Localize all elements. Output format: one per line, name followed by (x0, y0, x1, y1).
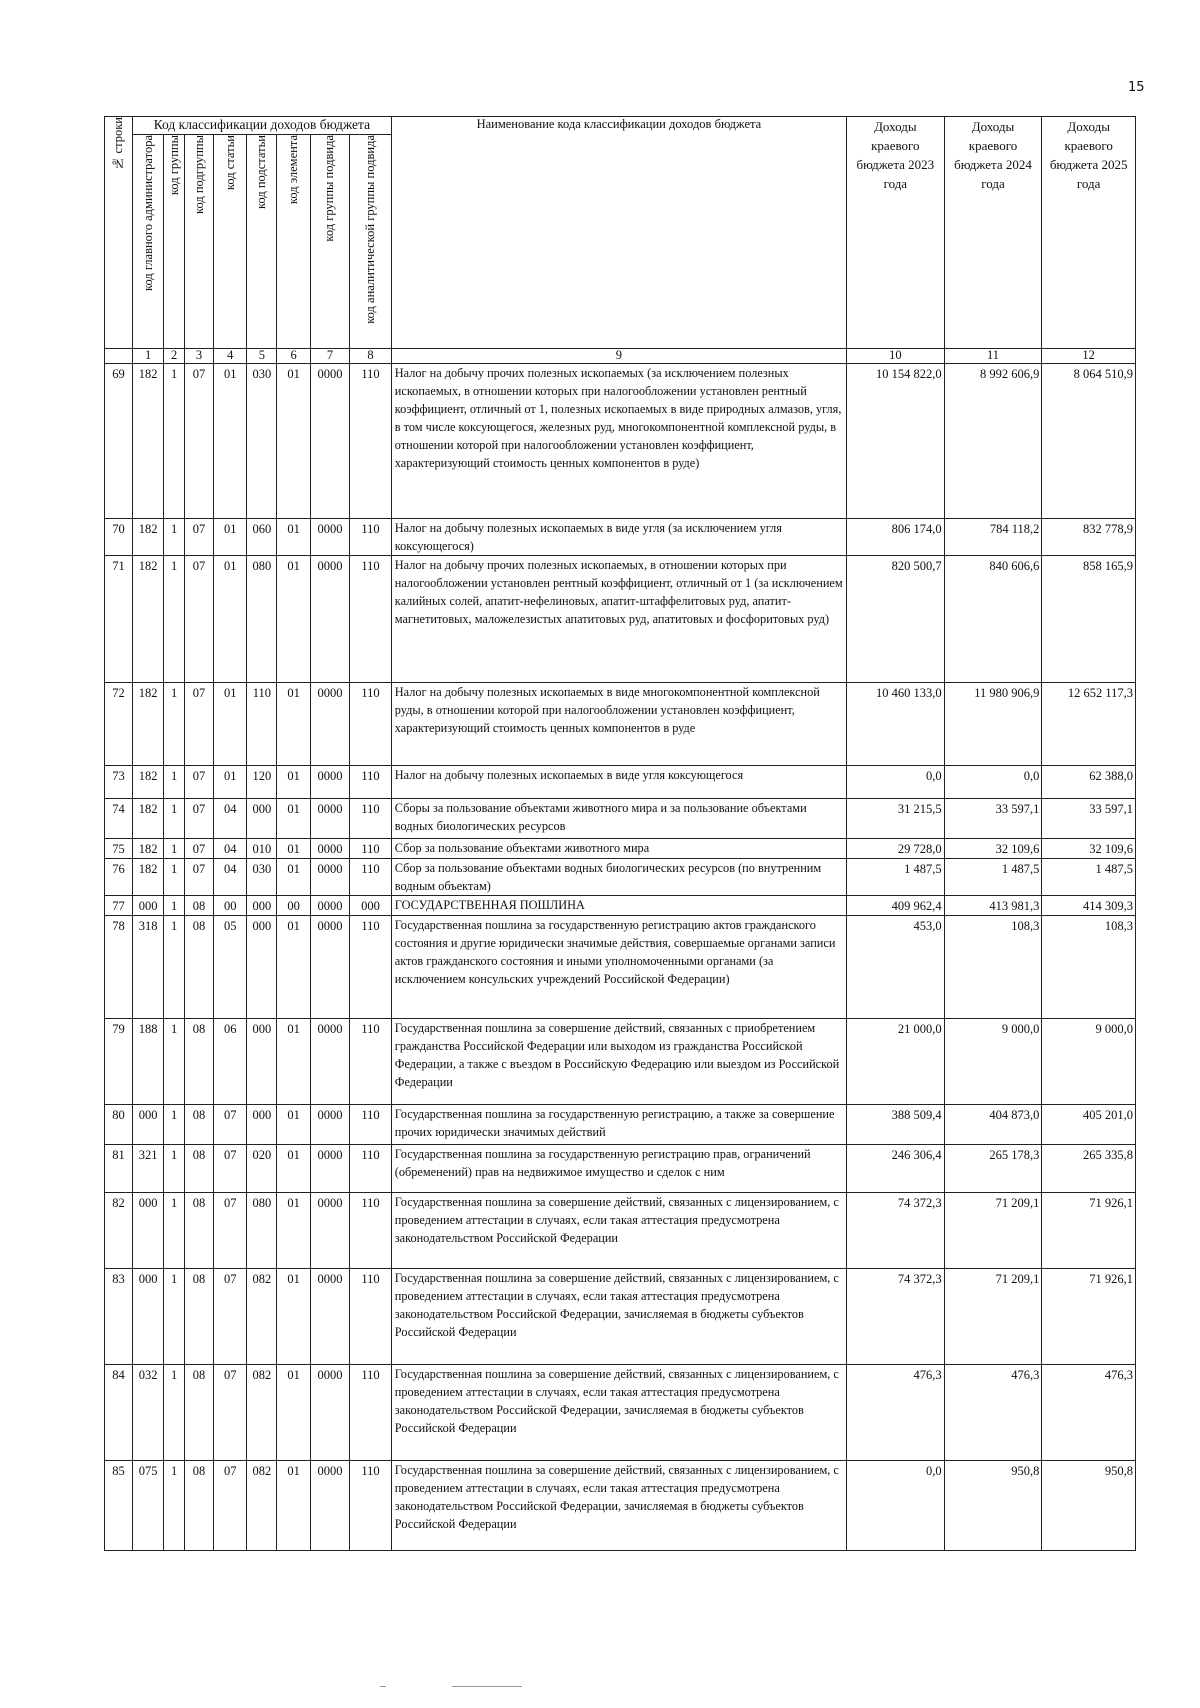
income-2023-cell: 388 509,4 (846, 1105, 944, 1145)
row-number-cell: 78 (105, 916, 133, 1019)
table-row (105, 1019, 1136, 1105)
article-code-cell: 04 (214, 799, 247, 839)
subarticle-code-cell: 120 (247, 766, 277, 799)
analytic-group-code-cell: 110 (350, 859, 392, 896)
admin-code-cell: 000 (133, 1193, 164, 1269)
row-number-cell: 82 (105, 1193, 133, 1269)
name-header: Наименование кода классификации доходов бюджета (391, 117, 846, 349)
element-code-cell: 01 (277, 1461, 310, 1551)
revenue-name-cell: Сборы за пользование объектами животного мира и за пользование объектами водных биологических ресурсов (391, 799, 846, 839)
income-2025-cell: 1 487,5 (1042, 859, 1136, 896)
article-code-cell: 07 (214, 1145, 247, 1193)
subarticle-code-cell: 082 (247, 1269, 277, 1365)
subtype-group-code-cell: 0000 (310, 683, 349, 766)
element-code-cell: 01 (277, 364, 310, 519)
revenue-name-cell: Налог на добычу прочих полезных ископаемых (за исключением полезных ископаемых, в отношении которых при налогообложении установлен рентный коэффициент, отличный от 1, полезных ископаемых в виде природных алмазов, угля, в том числе коксующегося, железных руд, многокомпонентной комплексной руды, в отношении которой при налогообложении установлен коэффициент, характеризующий стоимость ценных компонентов в руде) (391, 364, 846, 519)
income-2025-cell: 405 201,0 (1042, 1105, 1136, 1145)
row-number-cell: 80 (105, 1105, 133, 1145)
table-row (105, 1461, 1136, 1551)
row-number-cell: 77 (105, 896, 133, 916)
subarticle-code-cell: 000 (247, 799, 277, 839)
group-code-cell: 1 (164, 799, 185, 839)
table-row (105, 1365, 1136, 1461)
income-2023-cell: 0,0 (846, 766, 944, 799)
article-code-cell: 07 (214, 1461, 247, 1551)
admin-code-cell: 318 (133, 916, 164, 1019)
element-code-header: код элемента (277, 135, 310, 349)
admin-code-cell: 032 (133, 1365, 164, 1461)
table-row (105, 364, 1136, 519)
income-2023-cell: 0,0 (846, 1461, 944, 1551)
element-code-cell: 01 (277, 1145, 310, 1193)
group-code-cell: 1 (164, 1193, 185, 1269)
table-row (105, 1105, 1136, 1145)
article-code-cell: 01 (214, 766, 247, 799)
analytic-group-code-cell: 110 (350, 683, 392, 766)
group-code-cell: 1 (164, 1105, 185, 1145)
row-number-cell: 72 (105, 683, 133, 766)
income-2025-cell: 32 109,6 (1042, 839, 1136, 859)
revenue-name-cell: Государственная пошлина за совершение действий, связанных с лицензированием, с проведением аттестации в случаях, если такая аттестация предусмотрена законодательством Российской Федерации, зачисляемая в бюджеты субъектов Российской Федерации (391, 1269, 846, 1365)
article-code-cell: 07 (214, 1269, 247, 1365)
table-row (105, 896, 1136, 916)
analytic-group-code-cell: 110 (350, 916, 392, 1019)
subarticle-code-cell: 000 (247, 896, 277, 916)
element-code-cell: 01 (277, 1269, 310, 1365)
row-number-cell: 83 (105, 1269, 133, 1365)
row-no-header: № строки (105, 117, 133, 349)
table-row (105, 1193, 1136, 1269)
admin-code-cell: 000 (133, 1105, 164, 1145)
column-number: 9 (391, 349, 846, 364)
column-number: 7 (310, 349, 349, 364)
income-2024-cell: 413 981,3 (944, 896, 1042, 916)
article-code-cell: 05 (214, 916, 247, 1019)
row-number-cell: 69 (105, 364, 133, 519)
subgroup-code-cell: 07 (185, 839, 214, 859)
column-number: 2 (164, 349, 185, 364)
article-code-cell: 01 (214, 683, 247, 766)
table-row (105, 859, 1136, 896)
subtype-group-code-header: код группы подвида (310, 135, 349, 349)
income-2024-cell: 950,8 (944, 1461, 1042, 1551)
admin-code-cell: 182 (133, 556, 164, 683)
income-2024-cell: 9 000,0 (944, 1019, 1042, 1105)
analytic-group-code-cell: 110 (350, 1145, 392, 1193)
article-code-cell: 06 (214, 1019, 247, 1105)
article-code-cell: 00 (214, 896, 247, 916)
analytic-group-code-cell: 110 (350, 1105, 392, 1145)
article-code-cell: 07 (214, 1105, 247, 1145)
table-row (105, 766, 1136, 799)
income-2025-cell: 950,8 (1042, 1461, 1136, 1551)
group-code-cell: 1 (164, 1145, 185, 1193)
income-2023-cell: 74 372,3 (846, 1193, 944, 1269)
subarticle-code-cell: 082 (247, 1365, 277, 1461)
element-code-cell: 00 (277, 896, 310, 916)
subarticle-code-cell: 110 (247, 683, 277, 766)
subgroup-code-cell: 08 (185, 1019, 214, 1105)
income-2024-cell: 476,3 (944, 1365, 1042, 1461)
element-code-cell: 01 (277, 799, 310, 839)
group-code-cell: 1 (164, 1019, 185, 1105)
revenue-name-cell: Государственная пошлина за государственную регистрацию прав, ограничений (обременений) прав на недвижимое имущество и сделок с ним (391, 1145, 846, 1193)
article-code-cell: 01 (214, 556, 247, 683)
group-code-cell: 1 (164, 364, 185, 519)
analytic-group-code-cell: 110 (350, 364, 392, 519)
income-2024-cell: 265 178,3 (944, 1145, 1042, 1193)
revenue-name-cell: ГОСУДАРСТВЕННАЯ ПОШЛИНА (391, 896, 846, 916)
income-2023-cell: 453,0 (846, 916, 944, 1019)
element-code-cell: 01 (277, 859, 310, 896)
revenue-name-cell: Государственная пошлина за совершение действий, связанных с лицензированием, с проведением аттестации в случаях, если такая аттестация предусмотрена законодательством Российской Федерации (391, 1193, 846, 1269)
income-2024-cell: 1 487,5 (944, 859, 1042, 896)
subgroup-code-header: код подгруппы (185, 135, 214, 349)
subgroup-code-cell: 07 (185, 799, 214, 839)
subgroup-code-cell: 08 (185, 1193, 214, 1269)
article-code-cell: 07 (214, 1365, 247, 1461)
subtype-group-code-cell: 0000 (310, 1461, 349, 1551)
column-number: 4 (214, 349, 247, 364)
subarticle-code-cell: 060 (247, 519, 277, 556)
table-row (105, 683, 1136, 766)
group-code-cell: 1 (164, 519, 185, 556)
subgroup-code-cell: 08 (185, 1105, 214, 1145)
table-row (105, 519, 1136, 556)
table-row (105, 916, 1136, 1019)
analytic-group-code-cell: 110 (350, 1269, 392, 1365)
income-2025-cell: 33 597,1 (1042, 799, 1136, 839)
income-2023-cell: 1 487,5 (846, 859, 944, 896)
subarticle-code-cell: 082 (247, 1461, 277, 1551)
admin-code-cell: 000 (133, 896, 164, 916)
element-code-cell: 01 (277, 519, 310, 556)
subtype-group-code-cell: 0000 (310, 916, 349, 1019)
subarticle-code-cell: 000 (247, 916, 277, 1019)
group-code-cell: 1 (164, 839, 185, 859)
admin-code-cell: 321 (133, 1145, 164, 1193)
income-2023-cell: 806 174,0 (846, 519, 944, 556)
column-number: 1 (133, 349, 164, 364)
article-code-cell: 01 (214, 364, 247, 519)
subarticle-code-cell: 080 (247, 556, 277, 683)
element-code-cell: 01 (277, 683, 310, 766)
analytic-group-code-cell: 110 (350, 1461, 392, 1551)
income-2024-cell: 71 209,1 (944, 1269, 1042, 1365)
income-2024-cell: 11 980 906,9 (944, 683, 1042, 766)
income-2023-cell: 10 154 822,0 (846, 364, 944, 519)
article-code-cell: 04 (214, 839, 247, 859)
revenue-name-cell: Государственная пошлина за совершение действий, связанных с лицензированием, с проведением аттестации в случаях, если такая аттестация предусмотрена законодательством Российской Федерации, зачисляемая в бюджеты субъектов Российской Федерации (391, 1365, 846, 1461)
subtype-group-code-cell: 0000 (310, 556, 349, 683)
group-code-header: код группы (164, 135, 185, 349)
group-code-cell: 1 (164, 916, 185, 1019)
income-2024-cell: 8 992 606,9 (944, 364, 1042, 519)
income-2024-cell: 33 597,1 (944, 799, 1042, 839)
income-2024-cell: 784 118,2 (944, 519, 1042, 556)
row-number-cell: 74 (105, 799, 133, 839)
admin-code-cell: 182 (133, 364, 164, 519)
group-code-cell: 1 (164, 1269, 185, 1365)
scan-mark (380, 1686, 386, 1687)
subtype-group-code-cell: 0000 (310, 766, 349, 799)
subtype-group-code-cell: 0000 (310, 839, 349, 859)
subgroup-code-cell: 07 (185, 556, 214, 683)
income-2023-cell: 476,3 (846, 1365, 944, 1461)
group-code-cell: 1 (164, 859, 185, 896)
column-number: 12 (1042, 349, 1136, 364)
group-code-cell: 1 (164, 1461, 185, 1551)
analytic-group-code-cell: 110 (350, 1193, 392, 1269)
subtype-group-code-cell: 0000 (310, 859, 349, 896)
table-row (105, 1269, 1136, 1365)
element-code-cell: 01 (277, 766, 310, 799)
row-number-cell: 73 (105, 766, 133, 799)
income-2025-cell: 9 000,0 (1042, 1019, 1136, 1105)
subtype-group-code-cell: 0000 (310, 1019, 349, 1105)
income-2024-cell: 840 606,6 (944, 556, 1042, 683)
income-2025-cell: 858 165,9 (1042, 556, 1136, 683)
subtype-group-code-cell: 0000 (310, 1365, 349, 1461)
element-code-cell: 01 (277, 556, 310, 683)
code-group-header: Код классификации доходов бюджета (133, 117, 392, 135)
group-code-cell: 1 (164, 683, 185, 766)
element-code-cell: 01 (277, 1193, 310, 1269)
group-code-cell: 1 (164, 1365, 185, 1461)
subtype-group-code-cell: 0000 (310, 799, 349, 839)
subgroup-code-cell: 07 (185, 859, 214, 896)
admin-code-cell: 182 (133, 859, 164, 896)
row-number-cell: 84 (105, 1365, 133, 1461)
subgroup-code-cell: 07 (185, 683, 214, 766)
subarticle-code-cell: 020 (247, 1145, 277, 1193)
income-2025-header: Доходы краевого бюджета 2025 года (1042, 117, 1136, 349)
subtype-group-code-cell: 0000 (310, 1269, 349, 1365)
analytic-group-code-cell: 110 (350, 799, 392, 839)
table-row (105, 839, 1136, 859)
column-number: 6 (277, 349, 310, 364)
analytic-group-code-cell: 110 (350, 556, 392, 683)
income-2025-cell: 12 652 117,3 (1042, 683, 1136, 766)
admin-code-cell: 182 (133, 766, 164, 799)
column-number (105, 349, 133, 364)
element-code-cell: 01 (277, 839, 310, 859)
article-code-cell: 07 (214, 1193, 247, 1269)
article-code-cell: 01 (214, 519, 247, 556)
admin-code-cell: 188 (133, 1019, 164, 1105)
subarticle-code-cell: 030 (247, 859, 277, 896)
income-2025-cell: 108,3 (1042, 916, 1136, 1019)
group-code-cell: 1 (164, 556, 185, 683)
subarticle-code-cell: 080 (247, 1193, 277, 1269)
column-number: 8 (350, 349, 392, 364)
table-row (105, 799, 1136, 839)
subarticle-code-cell: 000 (247, 1105, 277, 1145)
article-code-header: код статьи (214, 135, 247, 349)
revenue-name-cell: Сбор за пользование объектами водных биологических ресурсов (по внутренним водным объектам) (391, 859, 846, 896)
analytic-group-code-header: код аналитической группы подвида (350, 135, 392, 349)
element-code-cell: 01 (277, 1019, 310, 1105)
analytic-group-code-cell: 000 (350, 896, 392, 916)
revenue-name-cell: Налог на добычу полезных ископаемых в виде многокомпонентной комплексной руды, в отношении которой при налогообложении установлен коэффициент, характеризующий стоимость ценных компонентов в руде (391, 683, 846, 766)
admin-code-cell: 182 (133, 839, 164, 859)
scan-mark (452, 1686, 522, 1687)
subgroup-code-cell: 07 (185, 364, 214, 519)
row-number-cell: 76 (105, 859, 133, 896)
group-code-cell: 1 (164, 766, 185, 799)
element-code-cell: 01 (277, 1105, 310, 1145)
group-code-cell: 1 (164, 896, 185, 916)
income-2023-cell: 10 460 133,0 (846, 683, 944, 766)
analytic-group-code-cell: 110 (350, 839, 392, 859)
income-2025-cell: 414 309,3 (1042, 896, 1136, 916)
subarticle-code-cell: 030 (247, 364, 277, 519)
revenue-name-cell: Налог на добычу прочих полезных ископаемых, в отношении которых при налогообложении установлен рентный коэффициент, отличный от 1 (за исключением калийных солей, апатит-нефелиновых, апатит-штаффелитовых руд, апатит-магнетитовых, маложелезистых апатитовых руд, апатитовых и фосфоритовых руд) (391, 556, 846, 683)
income-2023-header: Доходы краевого бюджета 2023 года (846, 117, 944, 349)
income-2024-cell: 108,3 (944, 916, 1042, 1019)
income-2025-cell: 62 388,0 (1042, 766, 1136, 799)
admin-code-header: код главного администратора (133, 135, 164, 349)
income-2023-cell: 820 500,7 (846, 556, 944, 683)
subarticle-code-header: код подстатьи (247, 135, 277, 349)
subgroup-code-cell: 07 (185, 766, 214, 799)
row-number-cell: 85 (105, 1461, 133, 1551)
row-number-cell: 75 (105, 839, 133, 859)
income-2023-cell: 29 728,0 (846, 839, 944, 859)
row-number-cell: 79 (105, 1019, 133, 1105)
income-2025-cell: 8 064 510,9 (1042, 364, 1136, 519)
income-2024-cell: 404 873,0 (944, 1105, 1042, 1145)
analytic-group-code-cell: 110 (350, 1365, 392, 1461)
revenue-name-cell: Государственная пошлина за государственную регистрацию актов гражданского состояния и другие юридически значимые действия, совершаемые органами записи актов гражданского состояния и иными уполномоченными органами (за исключением консульских учреждений Российской Федерации) (391, 916, 846, 1019)
table-body (105, 364, 1136, 1551)
subtype-group-code-cell: 0000 (310, 1193, 349, 1269)
page-number: 15 (1128, 80, 1145, 95)
row-number-cell: 81 (105, 1145, 133, 1193)
revenue-name-cell: Налог на добычу полезных ископаемых в виде угля (за исключением угля коксующегося) (391, 519, 846, 556)
article-code-cell: 04 (214, 859, 247, 896)
column-number: 3 (185, 349, 214, 364)
subtype-group-code-cell: 0000 (310, 896, 349, 916)
table-row (105, 1145, 1136, 1193)
admin-code-cell: 182 (133, 519, 164, 556)
analytic-group-code-cell: 110 (350, 1019, 392, 1105)
revenue-name-cell: Государственная пошлина за совершение действий, связанных с приобретением гражданства Российской Федерации или выходом из гражданства Российской Федерации, а также с въездом в Российскую Федерацию или выездом из Российской Федерации (391, 1019, 846, 1105)
income-2023-cell: 21 000,0 (846, 1019, 944, 1105)
column-number-row (105, 349, 1136, 364)
admin-code-cell: 000 (133, 1269, 164, 1365)
analytic-group-code-cell: 110 (350, 519, 392, 556)
budget-revenue-table (104, 116, 1136, 1551)
admin-code-cell: 182 (133, 683, 164, 766)
subgroup-code-cell: 07 (185, 519, 214, 556)
revenue-name-cell: Налог на добычу полезных ископаемых в виде угля коксующегося (391, 766, 846, 799)
income-2024-header: Доходы краевого бюджета 2024 года (944, 117, 1042, 349)
revenue-name-cell: Государственная пошлина за государственную регистрацию, а также за совершение прочих юридически значимых действий (391, 1105, 846, 1145)
subtype-group-code-cell: 0000 (310, 519, 349, 556)
subgroup-code-cell: 08 (185, 1461, 214, 1551)
income-2024-cell: 0,0 (944, 766, 1042, 799)
income-2025-cell: 476,3 (1042, 1365, 1136, 1461)
column-number: 11 (944, 349, 1042, 364)
income-2023-cell: 246 306,4 (846, 1145, 944, 1193)
revenue-name-cell: Государственная пошлина за совершение действий, связанных с лицензированием, с проведением аттестации в случаях, если такая аттестация предусмотрена законодательством Российской Федерации, зачисляемая в бюджеты субъектов Российской Федерации (391, 1461, 846, 1551)
subgroup-code-cell: 08 (185, 1269, 214, 1365)
row-number-cell: 71 (105, 556, 133, 683)
revenue-name-cell: Сбор за пользование объектами животного мира (391, 839, 846, 859)
income-2025-cell: 832 778,9 (1042, 519, 1136, 556)
element-code-cell: 01 (277, 1365, 310, 1461)
admin-code-cell: 075 (133, 1461, 164, 1551)
income-2023-cell: 74 372,3 (846, 1269, 944, 1365)
income-2024-cell: 32 109,6 (944, 839, 1042, 859)
subgroup-code-cell: 08 (185, 896, 214, 916)
row-number-cell: 70 (105, 519, 133, 556)
subarticle-code-cell: 010 (247, 839, 277, 859)
subgroup-code-cell: 08 (185, 1365, 214, 1461)
income-2025-cell: 265 335,8 (1042, 1145, 1136, 1193)
analytic-group-code-cell: 110 (350, 766, 392, 799)
income-2023-cell: 31 215,5 (846, 799, 944, 839)
element-code-cell: 01 (277, 916, 310, 1019)
admin-code-cell: 182 (133, 799, 164, 839)
subtype-group-code-cell: 0000 (310, 364, 349, 519)
income-2025-cell: 71 926,1 (1042, 1269, 1136, 1365)
column-number: 10 (846, 349, 944, 364)
subtype-group-code-cell: 0000 (310, 1145, 349, 1193)
column-number: 5 (247, 349, 277, 364)
income-2024-cell: 71 209,1 (944, 1193, 1042, 1269)
subgroup-code-cell: 08 (185, 1145, 214, 1193)
table-row (105, 556, 1136, 683)
subtype-group-code-cell: 0000 (310, 1105, 349, 1145)
income-2025-cell: 71 926,1 (1042, 1193, 1136, 1269)
subarticle-code-cell: 000 (247, 1019, 277, 1105)
income-2023-cell: 409 962,4 (846, 896, 944, 916)
subgroup-code-cell: 08 (185, 916, 214, 1019)
